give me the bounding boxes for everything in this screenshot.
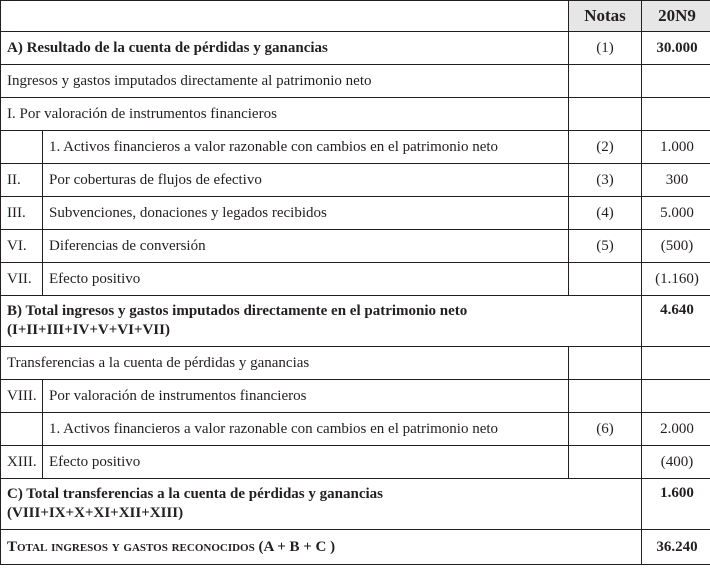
row-note: (2) <box>569 131 642 164</box>
row-note <box>569 380 642 413</box>
row-roman: VII. <box>1 263 43 296</box>
row-label: Diferencias de conversión <box>43 230 569 263</box>
row-value: 1.600 <box>642 479 710 530</box>
row-label <box>1 479 642 530</box>
row-value: 1.000 <box>642 131 710 164</box>
row-label: 1. Activos financieros a valor razonable con cambios en el patrimonio neto <box>43 131 569 164</box>
total-value: 36.240 <box>642 530 710 565</box>
row-roman: VI. <box>1 230 43 263</box>
row-value: 4.640 <box>642 296 710 347</box>
row-label: 1. Activos financieros a valor razonable con cambios en el patrimonio neto <box>43 413 569 446</box>
row-roman: VIII. <box>1 380 43 413</box>
table-row <box>1 230 710 263</box>
row-note <box>569 347 642 380</box>
row-value <box>642 347 710 380</box>
row-label: Por valoración de instrumentos financieros <box>43 380 569 413</box>
row-note <box>569 446 642 479</box>
row-roman <box>1 413 43 446</box>
table-row <box>1 347 710 380</box>
row-note: (6) <box>569 413 642 446</box>
row-roman: XIII. <box>1 446 43 479</box>
table-row <box>1 197 710 230</box>
row-label: I. Por valoración de instrumentos financieros <box>1 98 569 131</box>
row-value <box>642 380 710 413</box>
row-label-line1: B) Total ingresos y gastos imputados directamente en el patrimonio neto <box>7 303 468 319</box>
notas-column-header: Notas <box>569 1 642 32</box>
table-row <box>1 164 710 197</box>
table-row <box>1 131 710 164</box>
header-row <box>1 1 710 32</box>
total-label: Total ingresos y gastos reconocidos (A + B + C ) <box>1 530 642 565</box>
row-roman: II. <box>1 164 43 197</box>
row-label-line1: C) Total transferencias a la cuenta de pérdidas y ganancias <box>7 486 383 502</box>
row-value: 30.000 <box>642 32 710 65</box>
row-value: 300 <box>642 164 710 197</box>
table-row <box>1 98 710 131</box>
row-note: (4) <box>569 197 642 230</box>
row-label: A) Resultado de la cuenta de pérdidas y ganancias <box>1 32 569 65</box>
table-row <box>1 296 710 347</box>
row-note <box>569 263 642 296</box>
table-row <box>1 380 710 413</box>
row-roman <box>1 131 43 164</box>
row-note: (3) <box>569 164 642 197</box>
row-value <box>642 98 710 131</box>
row-value: 2.000 <box>642 413 710 446</box>
row-label-line2: (VIII+IX+X+XI+XII+XIII) <box>7 505 184 521</box>
table-row <box>1 446 710 479</box>
table-row <box>1 65 710 98</box>
table-row <box>1 32 710 65</box>
row-value: (500) <box>642 230 710 263</box>
row-note <box>569 65 642 98</box>
table-row <box>1 413 710 446</box>
row-roman: III. <box>1 197 43 230</box>
row-value: (1.160) <box>642 263 710 296</box>
row-note: (5) <box>569 230 642 263</box>
row-label: Ingresos y gastos imputados directamente al patrimonio neto <box>1 65 569 98</box>
row-label: Subvenciones, donaciones y legados recibidos <box>43 197 569 230</box>
year-column-header: 20N9 <box>642 1 710 32</box>
total-row <box>1 530 710 565</box>
row-value <box>642 65 710 98</box>
row-value: 5.000 <box>642 197 710 230</box>
row-label <box>1 296 642 347</box>
row-note: (1) <box>569 32 642 65</box>
row-label: Efecto positivo <box>43 263 569 296</box>
row-value: (400) <box>642 446 710 479</box>
table-row <box>1 479 710 530</box>
header-blank-cell <box>1 1 569 32</box>
row-label-line2: (I+II+III+IV+V+VI+VII) <box>7 322 170 338</box>
row-label: Efecto positivo <box>43 446 569 479</box>
row-label: Por coberturas de flujos de efectivo <box>43 164 569 197</box>
row-label: Transferencias a la cuenta de pérdidas y ganancias <box>1 347 569 380</box>
row-note <box>569 98 642 131</box>
table-row <box>1 263 710 296</box>
